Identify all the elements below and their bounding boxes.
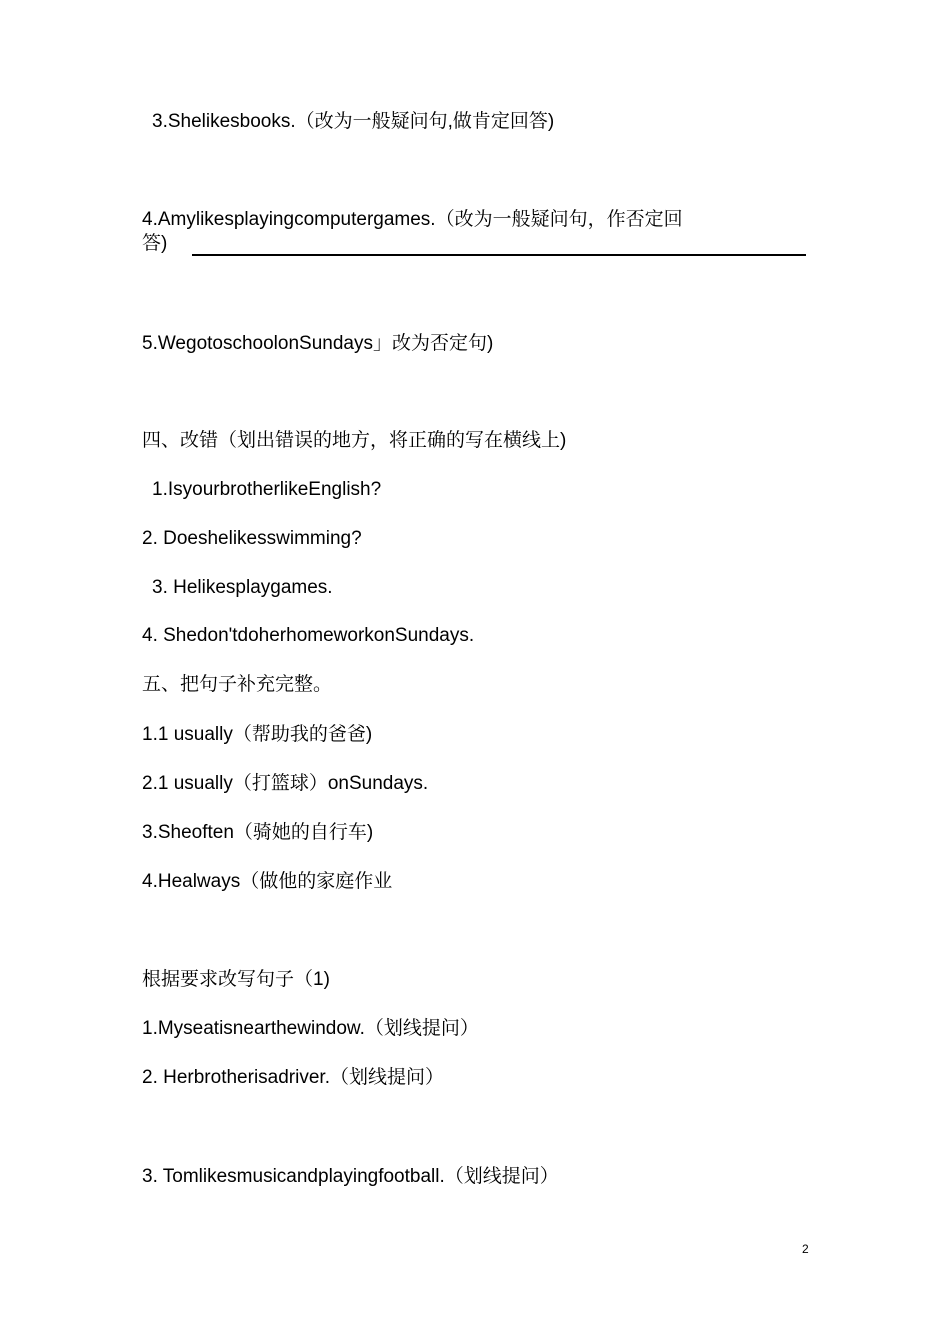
answer-underline	[192, 254, 806, 256]
question-4-line-2: 答)	[142, 233, 168, 254]
section-4-item-4: 4. Shedon'tdoherhomeworkonSundays.	[142, 625, 475, 646]
question-4-line-1: 4.Amylikesplayingcomputergames.（改为一般疑问句，作否定回	[142, 209, 683, 230]
question-4-block	[142, 208, 807, 256]
section-6-item-3: 3. Tomlikesmusicandplayingfootball.（划线提问）	[142, 1166, 559, 1187]
section-5-item-4: 4.Healways（做他的家庭作业	[142, 871, 393, 892]
section-4-heading: 四、改错（划出错误的地方，将正确的写在横线上)	[142, 430, 567, 451]
question-3-line: 3.Shelikesbooks.（改为一般疑问句,做肯定回答)	[152, 111, 555, 132]
section-5-heading: 五、把句子补充完整。	[142, 674, 333, 695]
section-4-item-3: 3. Helikesplaygames.	[152, 577, 333, 598]
question-5-line: 5.WegotoschoolonSundays」改为否定句)	[142, 333, 494, 354]
section-5-item-1: 1.1 usually（帮助我的爸爸)	[142, 724, 373, 745]
section-4-item-2: 2. Doeshelikesswimming?	[142, 528, 362, 549]
section-6-item-1: 1.Myseatisnearthewindow.（划线提问）	[142, 1018, 479, 1039]
section-4-item-1: 1.IsyourbrotherlikeEnglish?	[152, 479, 382, 500]
section-5-item-2: 2.1 usually（打篮球）onSundays.	[142, 773, 429, 794]
section-5-item-3: 3.Sheoften（骑她的自行车)	[142, 822, 374, 843]
section-6-item-2: 2. Herbrotherisadriver.（划线提问）	[142, 1067, 444, 1088]
section-6-heading: 根据要求改写句子（1)	[142, 969, 330, 990]
page-number: 2	[802, 1242, 809, 1256]
